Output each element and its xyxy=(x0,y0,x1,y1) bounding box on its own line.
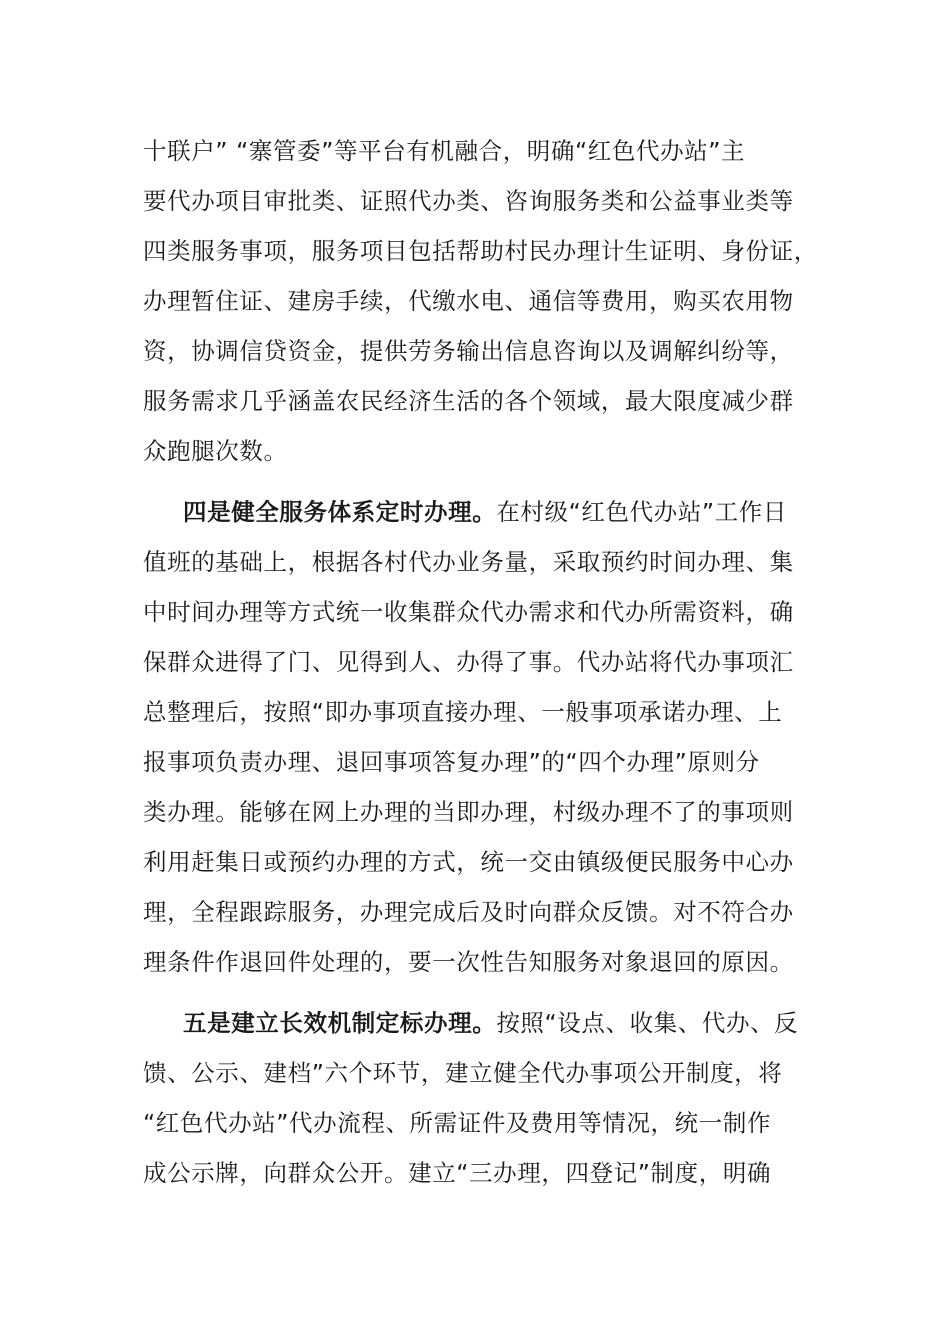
text-line: 资，协调信贷资金，提供劳务输出信息咨询以及调解纠纷等， xyxy=(143,337,794,365)
paragraph-long-term-mechanism xyxy=(143,998,823,1198)
text-line: 办理暂住证、建房手续，代缴水电、通信等费用，购买农用物 xyxy=(143,287,794,315)
text-line: 总整理后，按照“即办事项直接办理、一般事项承诺办理、上 xyxy=(143,698,783,726)
text-line: 众跑腿次数。 xyxy=(143,437,288,465)
paragraph-lead-heading: 五是建立长效机制定标办理。 xyxy=(183,1009,497,1037)
paragraph-lead-heading: 四是健全服务体系定时办理。 xyxy=(183,498,497,526)
text-line: 十联户” “寨管委”等平台有机融合，明确“红色代办站”主 xyxy=(143,137,746,165)
first-line-text: 在村级“红色代办站”工作日 xyxy=(496,498,787,526)
text-line: 中时间办理等方式统一收集群众代办需求和代办所需资料，确 xyxy=(143,598,794,626)
text-line: 成公示牌，向群众公开。建立“三办理，四登记”制度，明确 xyxy=(143,1159,772,1187)
text-line: 要代办项目审批类、证照代办类、咨询服务类和公益事业类等 xyxy=(143,187,794,215)
text-line: 类办理。能够在网上办理的当即办理，村级办理不了的事项则 xyxy=(143,798,794,826)
text-line: 服务需求几乎涵盖农民经济生活的各个领域，最大限度减少群 xyxy=(143,387,794,415)
first-text-line xyxy=(143,998,823,1048)
text-line: “红色代办站”代办流程、所需证件及费用等情况，统一制作 xyxy=(143,1109,772,1137)
text-line: 馈、公示、建档”六个环节，建立健全代办事项公开制度，将 xyxy=(143,1059,783,1087)
paragraph-service-items xyxy=(143,126,823,476)
text-line: 四类服务事项，服务项目包括帮助村民办理计生证明、身份证， xyxy=(143,237,818,265)
text-line: 理，全程跟踪服务，办理完成后及时向群众反馈。对不符合办 xyxy=(143,898,794,926)
text-line: 保群众进得了门、见得到人、办得了事。代办站将代办事项汇 xyxy=(143,648,794,676)
paragraph-timed-handling xyxy=(143,487,823,987)
first-line-text: 按照“设点、收集、代办、反 xyxy=(496,1009,799,1037)
text-line: 理条件作退回件处理的，要一次性告知服务对象退回的原因。 xyxy=(143,948,794,976)
text-line: 利用赶集日或预约办理的方式，统一交由镇级便民服务中心办 xyxy=(143,848,794,876)
text-line: 报事项负责办理、退回事项答复办理”的“四个办理”原则分 xyxy=(143,748,760,776)
first-text-line xyxy=(143,487,823,537)
text-line: 值班的基础上，根据各村代办业务量，采取预约时间办理、集 xyxy=(143,548,794,576)
